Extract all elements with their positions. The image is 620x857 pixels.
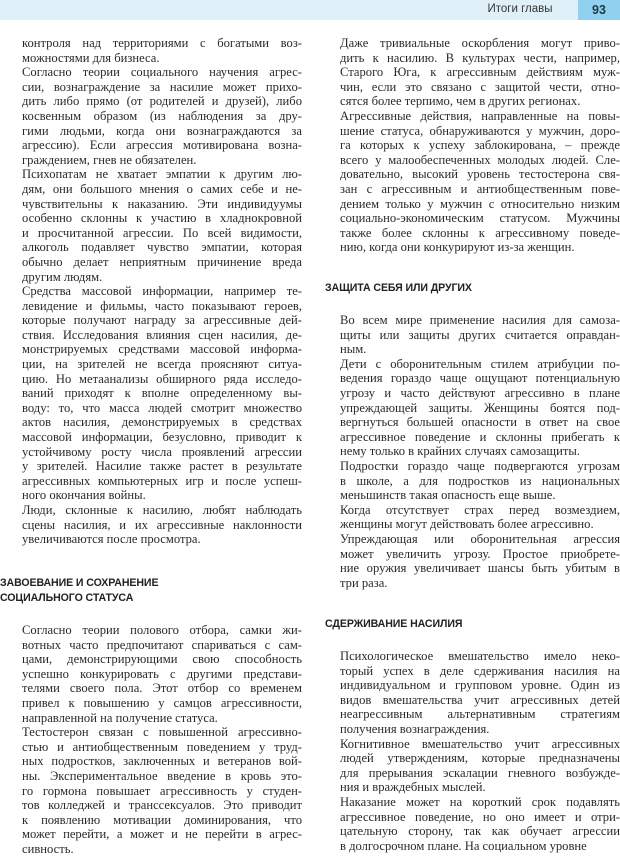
text-line: Старого Юга, к агрессивным действиям муж- [340,65,620,80]
heading-line: ЗАЩИТА СЕБЯ ИЛИ ДРУГИХ [325,282,472,294]
list-item [340,532,620,590]
text-line: сии, вознаграждение за насилие может прихо- [22,79,302,94]
text-line: цию. Но метаанализы обширного ряда исследо- [22,371,302,386]
text-line: в школе, а для подростков из национальных [340,473,620,488]
list-item [340,649,620,737]
text-line: особенно склонны к участию в хладнокровной [22,211,302,226]
text-line: дить либо прямо (от родителей и друзей), либо [22,94,302,109]
right-column-list [340,36,620,255]
text-line: Согласно теории социального научения агрес- [22,65,302,80]
text-line: неагрессивным альтернативным стратегиям [340,707,620,722]
text-line: граждением, гнев не обязателен. [22,152,197,167]
text-line: дить к насилию. В культурах чести, например, [340,50,620,65]
text-line: ных подростков, заключенных и ветеранов вой- [22,754,302,769]
text-line: женщины могут действовать более агрессивно. [340,517,594,532]
section-restraining-violence [325,617,620,853]
text-line: привел к повышению у самцов агрессивности, [22,695,302,710]
text-line: зан с агрессивным и антиобщественным пове- [340,181,620,196]
text-line: увеличиваются после просмотра. [22,532,201,547]
text-line: индивидуальном и групповом уровне. Один из [340,678,620,693]
text-line: агрессивное поведение, но оно имеет и отри- [340,809,620,824]
text-line: косвенным образом (из наблюдения за дру- [22,108,302,123]
text-line: шение статуса, обнаруживаются у мужчин, доро- [340,123,620,138]
list-item [22,503,302,547]
list-item [22,65,302,167]
section-self-defense [325,281,620,590]
text-line: Психопатам не хватает эмпатии к другим лю- [22,167,302,182]
text-line: цательную сторону, так как обучает агрессии [340,824,620,839]
text-line: всего у малообеспеченных молодых людей. Сле- [340,152,620,167]
heading-line: СОЦИАЛЬНОГО СТАТУСА [0,592,134,604]
text-line: массовой информации, безусловно, приводит к [22,430,302,445]
text-line: Согласно теории полового отбора, самки жи- [22,623,302,637]
heading-line: СДЕРЖИВАНИЕ НАСИЛИЯ [325,618,463,630]
list-item [22,167,302,284]
text-line: сятся более терпимо, чем в других регионах. [340,94,581,109]
list-item [22,725,302,856]
text-line: Наказание может на короткий срок подавлять [340,794,620,809]
text-line: социально-экономическим статусом. Мужчины [340,211,620,226]
text-line: обычно делает неприятным причинение вреда [22,254,302,269]
running-title: Итоги главы [487,3,553,15]
text-line: ным. [340,342,367,357]
text-line: и просчитанной агрессии. По всей видимости, [22,225,302,240]
text-line: нему только в крайних случаях самозащиты. [340,444,580,459]
text-line: Агрессивные действия, направленные на повы- [340,108,620,123]
text-line: ведения гораздо чаще ощущают потенциальную [340,371,620,386]
text-line: Во всем мире применение насилия для самоза- [340,313,620,327]
text-line: агрессивное поведение и склонны прибегать к [340,429,620,444]
list-item [340,109,620,255]
list-item [340,313,620,357]
text-line: торый успех в деле сдерживания насилия на [340,663,620,678]
text-line: ны. Экспериментальное введение в кровь это- [22,768,302,783]
list-item [340,503,620,532]
text-line: у зрителей. Насилие также растет в результате [22,459,302,474]
section-heading [325,617,620,632]
text-line: сцены насилия, и их агрессивные наклонности [22,517,302,532]
text-line: чин, если это связано с защитой чести, отно- [340,79,620,94]
text-line: га которых к успеху заблокирована, – прежде [340,138,620,153]
text-line: получения вознаграждения. [340,721,490,736]
text-line: Когда отсутствует страх перед возмездием, [340,502,620,517]
list-item [340,795,620,853]
text-line: ции, на зрителей не всегда проясняют ситуа- [22,357,302,372]
text-line: три раза. [340,575,388,590]
text-line: Дети с оборонительным стилем атрибуции по- [340,356,620,371]
list-item [340,737,620,795]
text-line: тов колледжей и транссексуалов. Это приводит [22,798,302,813]
text-line: телями своего пола. Этот отбор со временем [22,681,302,696]
list-item [22,36,302,65]
text-line: успешно конкурировать с другими представи- [22,666,302,681]
text-line: ствия. Исследования влияния сцен насилия, де- [22,327,302,342]
text-line: щиты или защиты других считается оправдан- [340,327,620,342]
text-line: вергнуться большей опасности в ответ на свое [340,415,620,430]
section-heading [325,281,620,296]
text-line: нию, когда они конкурируют из-за женщин. [340,240,575,255]
text-line: алкоголь подавляет чувство эмпатии, которая [22,240,302,255]
text-line: сивность. [22,841,74,856]
text-line: Подростки гораздо чаще подвергаются угрозам [340,458,620,473]
text-line: ние оружия увеличивает шансы быть убитым в [340,561,620,576]
text-line: Тестостерон связан с повышенной агрессивно- [22,725,302,740]
text-line: людей утверждениям, которые предназначены [340,751,620,766]
text-line: го гормона повышает агрессивность у студен- [22,783,302,798]
text-line: цами, демонстрирующими свою способность [22,652,302,667]
text-line: ния и враждебных мыслей. [340,780,486,795]
text-line: в долгосрочном плане. На социальном уровне [340,838,587,853]
text-line: можностями для бизнеса. [22,50,160,65]
text-line: направленной на получение статуса. [22,710,218,725]
list-item [22,284,302,503]
text-line: ного окончания войны. [22,488,146,503]
list-item [340,459,620,503]
text-line: Даже тривиальные оскорбления могут приво- [340,36,620,50]
text-line: воду: то, что масса людей смотрит множество [22,400,302,415]
text-line: Психологическое вмешательство имело неко- [340,649,620,663]
text-line: агрессию). Если агрессия мотивирована возна- [22,138,302,153]
section-social-status [0,576,302,857]
text-line: может перейти, а может и не перейти в агрес- [22,827,302,842]
text-line: довательно, высокий уровень тестостерона свя- [340,167,620,182]
text-line: Упреждающая или оборонительная агрессия [340,531,620,546]
text-line: которые получают награду за агрессивные дей- [22,313,302,328]
text-line: дением только у мужчин с относительно низким [340,196,620,211]
text-line: Люди, склонные к насилию, любят наблюдать [22,503,302,517]
heading-line: ЗАВОЕВАНИЕ И СОХРАНЕНИЕ [0,577,159,589]
list-item [340,357,620,459]
text-line: контроля над территориями с богатыми воз- [22,36,302,50]
text-line: меньшинств такая опасность еще выше. [340,488,556,503]
text-line: ваний приходят к вполне определенному вы- [22,386,302,401]
text-line: видов вмешательства учит агрессивных детей [340,692,620,707]
text-line: Средства массовой информации, например те- [22,284,302,299]
text-line: другим людям. [22,269,103,284]
text-line: для прерывания эскалации гневного возбужде- [340,765,620,780]
text-line: также более склонны к агрессивному поведе- [340,225,620,240]
text-line: агрессивных компьютерных игр и после успеш- [22,473,302,488]
section-heading [0,576,302,606]
text-line: левидение и фильмы, часто показывают героев, [22,298,302,313]
text-line: вотных часто предпочитают спариваться с сам- [22,637,302,652]
text-line: чувствительны к наказанию. Эти индивидуумы [22,196,302,211]
left-column-list [22,36,302,547]
text-line: стью и антиобщественным поведением у труд- [22,739,302,754]
text-line: гими людьми, когда они вознаграждаются за [22,123,302,138]
page-number: 93 [578,0,620,20]
text-line: дям, они большого мнения о самих себе и не- [22,181,302,196]
text-line: устойчивому росту числа проявлений агрессии [22,444,302,459]
text-line: Когнитивное вмешательство учит агрессивных [340,736,620,751]
text-line: угрозу и часто действуют агрессивно в плане [340,385,620,400]
list-item [340,36,620,109]
text-line: монстрируемых средствами массовой информа- [22,342,302,357]
list-item [22,623,302,725]
text-line: может увеличить угрозу. Простое приобрете- [340,546,620,561]
text-line: актов насилия, демонстрируемых в средствах [22,415,302,430]
text-line: к появлению мотивации доминирования, что [22,812,302,827]
text-line: упреждающей защиты. Женщины боятся под- [340,400,620,415]
